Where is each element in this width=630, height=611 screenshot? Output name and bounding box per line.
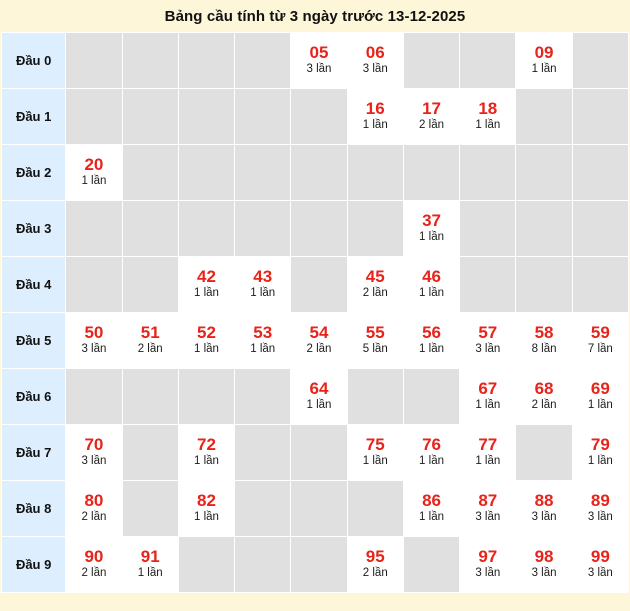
empty-cell xyxy=(291,257,347,313)
cell-number: 80 xyxy=(84,490,104,510)
number-cell[interactable] xyxy=(66,425,122,481)
empty-cell xyxy=(235,145,291,201)
number-cell[interactable] xyxy=(460,425,516,481)
cell-count: 1 lần xyxy=(193,287,219,300)
page-title: Bảng cầu tính từ 3 ngày trước 13-12-2025 xyxy=(164,8,466,25)
cell-number: 79 xyxy=(590,434,610,454)
number-cell[interactable] xyxy=(403,89,459,145)
cell-number: 89 xyxy=(590,490,610,510)
number-cell[interactable] xyxy=(122,313,178,369)
row-header-1: Đầu 1 xyxy=(2,89,66,145)
empty-cell xyxy=(178,33,234,89)
empty-cell xyxy=(178,201,234,257)
cell-number: 90 xyxy=(84,546,104,566)
number-cell[interactable] xyxy=(460,89,516,145)
cell-count: 1 lần xyxy=(250,287,276,300)
cell-number: 43 xyxy=(253,266,273,286)
cell-number: 95 xyxy=(365,546,385,566)
row-header-3: Đầu 3 xyxy=(2,201,66,257)
cell-number: 57 xyxy=(478,322,498,342)
cell-count: 1 lần xyxy=(306,399,332,412)
number-cell[interactable] xyxy=(516,313,572,369)
cell-count: 1 lần xyxy=(587,455,613,468)
cell-number: 16 xyxy=(365,98,385,118)
number-cell[interactable] xyxy=(235,313,291,369)
cell-number: 69 xyxy=(590,378,610,398)
number-cell[interactable] xyxy=(66,145,122,201)
number-cell[interactable] xyxy=(122,537,178,593)
cell-count: 8 lần xyxy=(531,343,557,356)
number-cell[interactable] xyxy=(66,537,122,593)
cell-count: 1 lần xyxy=(419,287,444,300)
row-header-5: Đầu 5 xyxy=(2,313,66,369)
cell-count: 3 lần xyxy=(362,63,388,76)
cell-count: 5 lần xyxy=(362,343,388,356)
number-cell[interactable] xyxy=(235,257,291,313)
cell-number: 53 xyxy=(253,322,273,342)
cell-number: 55 xyxy=(365,322,385,342)
cau-table xyxy=(1,32,629,593)
cell-count: 1 lần xyxy=(419,231,444,244)
number-cell[interactable] xyxy=(460,481,516,537)
number-cell[interactable] xyxy=(291,369,347,425)
cell-count: 1 lần xyxy=(531,63,557,76)
number-cell[interactable] xyxy=(516,369,572,425)
table-row xyxy=(2,201,629,257)
empty-cell xyxy=(235,481,291,537)
row-header-9: Đầu 9 xyxy=(2,537,66,593)
empty-cell xyxy=(347,481,403,537)
empty-cell xyxy=(66,33,122,89)
empty-cell xyxy=(178,537,234,593)
cell-count: 1 lần xyxy=(419,511,444,524)
cell-count: 3 lần xyxy=(587,511,613,524)
cell-count: 2 lần xyxy=(531,399,557,412)
number-cell[interactable] xyxy=(572,537,628,593)
empty-cell xyxy=(347,201,403,257)
cell-count: 1 lần xyxy=(475,455,501,468)
empty-cell xyxy=(403,537,459,593)
number-cell[interactable] xyxy=(403,425,459,481)
number-cell[interactable] xyxy=(178,425,234,481)
number-cell[interactable] xyxy=(178,257,234,313)
cell-number: 97 xyxy=(478,546,498,566)
number-cell[interactable] xyxy=(516,33,572,89)
cell-number: 09 xyxy=(534,42,554,62)
cell-count: 3 lần xyxy=(81,343,107,356)
empty-cell xyxy=(66,369,122,425)
empty-cell xyxy=(347,145,403,201)
number-cell[interactable] xyxy=(347,89,403,145)
cell-number: 59 xyxy=(590,322,610,342)
empty-cell xyxy=(235,425,291,481)
cell-count: 2 lần xyxy=(81,511,107,524)
empty-cell xyxy=(572,33,628,89)
table-row xyxy=(2,145,629,201)
cell-number: 72 xyxy=(197,434,216,454)
empty-cell xyxy=(235,89,291,145)
cell-number: 54 xyxy=(309,322,329,342)
cell-count: 3 lần xyxy=(475,343,501,356)
cell-count: 2 lần xyxy=(306,343,332,356)
number-cell[interactable] xyxy=(66,313,122,369)
table-row xyxy=(2,257,629,313)
cell-count: 1 lần xyxy=(193,511,219,524)
cell-number: 91 xyxy=(140,546,160,566)
cell-count: 3 lần xyxy=(531,567,557,580)
cell-number: 17 xyxy=(422,98,441,118)
cell-count: 2 lần xyxy=(362,287,388,300)
empty-cell xyxy=(178,369,234,425)
empty-cell xyxy=(572,201,628,257)
empty-cell xyxy=(122,257,178,313)
cell-count: 3 lần xyxy=(81,455,107,468)
number-cell[interactable] xyxy=(460,537,516,593)
cell-number: 76 xyxy=(422,434,441,454)
row-header-8: Đầu 8 xyxy=(2,481,66,537)
cell-count: 7 lần xyxy=(587,343,613,356)
number-cell[interactable] xyxy=(572,369,628,425)
cell-count: 2 lần xyxy=(362,567,388,580)
table-row xyxy=(2,33,629,89)
empty-cell xyxy=(122,425,178,481)
empty-cell xyxy=(572,257,628,313)
empty-cell xyxy=(66,89,122,145)
cell-number: 51 xyxy=(140,322,160,342)
table-row xyxy=(2,537,629,593)
row-header-6: Đầu 6 xyxy=(2,369,66,425)
empty-cell xyxy=(572,89,628,145)
empty-cell xyxy=(122,369,178,425)
cell-number: 18 xyxy=(478,98,498,118)
number-cell[interactable] xyxy=(460,369,516,425)
cell-count: 1 lần xyxy=(137,567,163,580)
cell-number: 67 xyxy=(478,378,498,398)
empty-cell xyxy=(403,145,459,201)
number-cell[interactable] xyxy=(403,201,459,257)
cell-count: 3 lần xyxy=(531,511,557,524)
table-row xyxy=(2,425,629,481)
cell-count: 1 lần xyxy=(193,343,219,356)
empty-cell xyxy=(122,201,178,257)
empty-cell xyxy=(235,537,291,593)
row-header-0: Đầu 0 xyxy=(2,33,66,89)
number-cell[interactable] xyxy=(572,425,628,481)
empty-cell xyxy=(347,369,403,425)
number-cell[interactable] xyxy=(516,481,572,537)
empty-cell xyxy=(403,33,459,89)
cell-count: 1 lần xyxy=(362,119,388,132)
cell-count: 1 lần xyxy=(81,175,107,188)
cell-number: 50 xyxy=(84,322,104,342)
empty-cell xyxy=(516,201,572,257)
cell-number: 87 xyxy=(478,490,498,510)
cell-count: 1 lần xyxy=(475,119,501,132)
cell-number: 52 xyxy=(197,322,216,342)
cell-number: 45 xyxy=(365,266,385,286)
row-header-4: Đầu 4 xyxy=(2,257,66,313)
empty-cell xyxy=(291,89,347,145)
empty-cell xyxy=(516,145,572,201)
empty-cell xyxy=(516,425,572,481)
row-header-7: Đầu 7 xyxy=(2,425,66,481)
cell-count: 3 lần xyxy=(475,567,501,580)
cell-count: 2 lần xyxy=(137,343,163,356)
empty-cell xyxy=(291,425,347,481)
empty-cell xyxy=(235,201,291,257)
cell-number: 98 xyxy=(534,546,554,566)
empty-cell xyxy=(178,89,234,145)
cell-count: 2 lần xyxy=(419,119,444,132)
number-cell[interactable] xyxy=(291,33,347,89)
empty-cell xyxy=(403,369,459,425)
number-cell[interactable] xyxy=(178,313,234,369)
cau-table-body xyxy=(2,33,629,593)
empty-cell xyxy=(460,201,516,257)
number-cell[interactable] xyxy=(347,425,403,481)
number-cell[interactable] xyxy=(572,313,628,369)
empty-cell xyxy=(291,481,347,537)
number-cell[interactable] xyxy=(403,313,459,369)
cell-number: 58 xyxy=(534,322,554,342)
cell-count: 3 lần xyxy=(306,63,332,76)
number-cell[interactable] xyxy=(460,313,516,369)
cell-count: 1 lần xyxy=(587,399,613,412)
cell-number: 20 xyxy=(84,154,104,174)
empty-cell xyxy=(178,145,234,201)
cell-count: 1 lần xyxy=(362,455,388,468)
empty-cell xyxy=(291,537,347,593)
empty-cell xyxy=(460,145,516,201)
number-cell[interactable] xyxy=(66,481,122,537)
table-row xyxy=(2,481,629,537)
cell-number: 06 xyxy=(365,42,385,62)
empty-cell xyxy=(460,33,516,89)
number-cell[interactable] xyxy=(403,257,459,313)
cell-count: 1 lần xyxy=(250,343,276,356)
number-cell[interactable] xyxy=(291,313,347,369)
empty-cell xyxy=(460,257,516,313)
cell-number: 37 xyxy=(422,210,441,230)
number-cell[interactable] xyxy=(403,481,459,537)
row-header-2: Đầu 2 xyxy=(2,145,66,201)
number-cell[interactable] xyxy=(178,481,234,537)
number-cell[interactable] xyxy=(347,33,403,89)
cell-count: 1 lần xyxy=(419,455,444,468)
cell-count: 1 lần xyxy=(193,455,219,468)
cell-number: 64 xyxy=(309,378,329,398)
number-cell[interactable] xyxy=(347,313,403,369)
cell-number: 75 xyxy=(365,434,385,454)
cell-number: 88 xyxy=(534,490,554,510)
empty-cell xyxy=(122,89,178,145)
number-cell[interactable] xyxy=(516,537,572,593)
empty-cell xyxy=(572,145,628,201)
cell-count: 2 lần xyxy=(81,567,107,580)
cell-count: 3 lần xyxy=(587,567,613,580)
empty-cell xyxy=(66,201,122,257)
number-cell[interactable] xyxy=(347,257,403,313)
empty-cell xyxy=(122,33,178,89)
empty-cell xyxy=(122,145,178,201)
cell-number: 70 xyxy=(84,434,104,454)
table-row xyxy=(2,313,629,369)
empty-cell xyxy=(291,201,347,257)
empty-cell xyxy=(291,145,347,201)
empty-cell xyxy=(122,481,178,537)
cell-number: 99 xyxy=(590,546,610,566)
cell-number: 42 xyxy=(197,266,216,286)
empty-cell xyxy=(235,369,291,425)
cell-number: 77 xyxy=(478,434,498,454)
number-cell[interactable] xyxy=(572,481,628,537)
empty-cell xyxy=(516,257,572,313)
cell-number: 68 xyxy=(534,378,554,398)
cell-number: 56 xyxy=(422,322,441,342)
cell-number: 82 xyxy=(197,490,216,510)
cell-number: 46 xyxy=(422,266,441,286)
cell-count: 1 lần xyxy=(419,343,444,356)
table-row xyxy=(2,89,629,145)
number-cell[interactable] xyxy=(347,537,403,593)
cell-count: 3 lần xyxy=(475,511,501,524)
cell-number: 05 xyxy=(309,42,329,62)
empty-cell xyxy=(66,257,122,313)
cell-count: 1 lần xyxy=(475,399,501,412)
cell-number: 86 xyxy=(422,490,441,510)
table-row xyxy=(2,369,629,425)
empty-cell xyxy=(235,33,291,89)
empty-cell xyxy=(516,89,572,145)
